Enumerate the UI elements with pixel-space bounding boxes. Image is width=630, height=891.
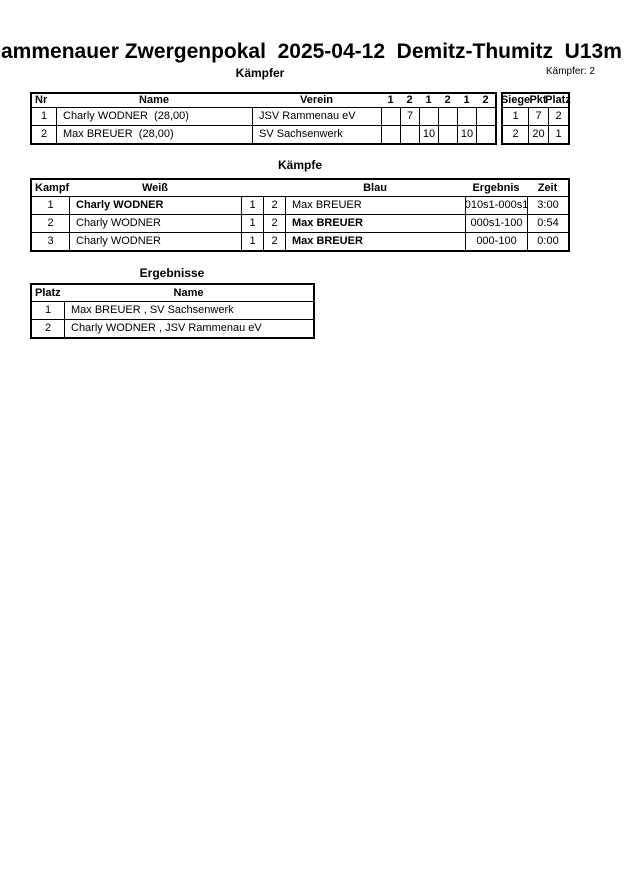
cell-weiss: Charly WODNER <box>69 215 241 232</box>
table-row <box>32 232 568 250</box>
cell-pkt: 7 <box>528 108 548 125</box>
cell-blau: Max BREUER <box>285 233 465 250</box>
header-round-1: 1 <box>387 94 394 106</box>
page-title: ammenauer Zwergenpokal 2025-04-12 Demitz-Thumitz U13m <box>1 40 622 63</box>
cell-zeit: 3:00 <box>527 197 568 214</box>
cell-score <box>438 126 457 143</box>
cell-corner-2: 2 <box>263 197 285 214</box>
table-row <box>32 125 495 143</box>
kaempfe-header-row <box>32 180 568 196</box>
table-row <box>32 301 313 319</box>
table-row <box>32 214 568 232</box>
header-round-4: 2 <box>444 94 451 106</box>
kaempfer-table <box>30 92 497 145</box>
header-weiss: Weiß <box>141 181 169 194</box>
cell-weiss: Charly WODNER <box>69 233 241 250</box>
cell-blau: Max BREUER <box>285 197 465 214</box>
header-name: Name <box>173 286 204 299</box>
header-round-3: 1 <box>425 94 432 106</box>
ergebnisse-header-row <box>32 285 313 301</box>
cell-score <box>457 108 476 125</box>
header-round-5: 1 <box>463 94 470 106</box>
table-row <box>32 107 495 125</box>
fighters-count-label: Kämpfer: 2 <box>546 66 595 77</box>
cell-zeit: 0:00 <box>527 233 568 250</box>
cell-corner-1: 1 <box>241 215 263 232</box>
header-verein: Verein <box>299 94 334 106</box>
cell-zeit: 0:54 <box>527 215 568 232</box>
cell-blau: Max BREUER <box>285 215 465 232</box>
header-round-6: 2 <box>482 94 489 106</box>
header-zeit: Zeit <box>537 181 558 194</box>
cell-name: Charly WODNER , JSV Rammenau eV <box>64 320 313 337</box>
ergebnisse-section-title: Ergebnisse <box>139 266 205 280</box>
kaempfer-header-row <box>32 94 495 107</box>
cell-score: 10 <box>457 126 476 143</box>
header-platz: Platz <box>545 94 571 106</box>
header-nr: Nr <box>35 94 48 106</box>
cell-pkt: 20 <box>528 126 548 143</box>
cell-ergebnis: 000-100 <box>465 233 527 250</box>
cell-corner-1: 1 <box>241 233 263 250</box>
cell-corner-2: 2 <box>263 215 285 232</box>
cell-nr: 1 <box>40 110 48 122</box>
cell-score <box>381 126 400 143</box>
header-name: Name <box>139 94 169 106</box>
cell-siege: 1 <box>512 110 519 122</box>
cell-kampf: 3 <box>47 235 54 247</box>
cell-score <box>381 108 400 125</box>
kaempfer-section-title: Kämpfer <box>235 66 285 80</box>
totals-header-row <box>500 94 571 107</box>
cell-score: 7 <box>400 108 419 125</box>
header-platz: Platz <box>35 286 61 299</box>
cell-score <box>400 126 419 143</box>
header-ergebnis: Ergebnis <box>472 181 520 194</box>
table-row <box>503 107 568 125</box>
table-row <box>503 125 568 143</box>
cell-name: Max BREUER , SV Sachsenwerk <box>64 302 313 319</box>
cell-score <box>476 108 495 125</box>
cell-corner-1: 1 <box>241 197 263 214</box>
cell-verein: SV Sachsenwerk <box>252 126 381 143</box>
cell-weiss: Charly WODNER <box>69 197 241 214</box>
header-round-2: 2 <box>406 94 413 106</box>
kaempfe-table <box>30 178 570 252</box>
ergebnisse-table <box>30 283 315 339</box>
cell-kampf: 2 <box>47 217 54 229</box>
header-pkt: Pkt <box>529 94 547 106</box>
header-spacer <box>241 180 285 196</box>
cell-siege: 2 <box>512 128 519 140</box>
cell-nr: 2 <box>40 128 48 140</box>
table-row <box>32 319 313 337</box>
header-kampf: Kampf <box>35 181 70 194</box>
cell-corner-2: 2 <box>263 233 285 250</box>
cell-ergebnis: 000s1-100 <box>465 215 527 232</box>
cell-name: Max BREUER (28,00) <box>56 126 252 143</box>
cell-kampf: 1 <box>47 199 54 211</box>
cell-score <box>419 108 438 125</box>
cell-score <box>438 108 457 125</box>
kaempfer-totals-table <box>501 92 570 145</box>
header-siege: Siege <box>500 94 531 106</box>
table-row <box>32 196 568 214</box>
cell-score: 10 <box>419 126 438 143</box>
kaempfe-section-title: Kämpfe <box>277 158 323 172</box>
cell-platz: 1 <box>44 304 52 316</box>
cell-verein: JSV Rammenau eV <box>252 108 381 125</box>
cell-ergebnis: 010s1-000s1 <box>465 197 527 214</box>
cell-score <box>476 126 495 143</box>
cell-platz: 1 <box>548 126 568 143</box>
cell-platz: 2 <box>548 108 568 125</box>
cell-platz: 2 <box>44 322 52 334</box>
header-blau: Blau <box>363 181 387 194</box>
cell-name: Charly WODNER (28,00) <box>56 108 252 125</box>
